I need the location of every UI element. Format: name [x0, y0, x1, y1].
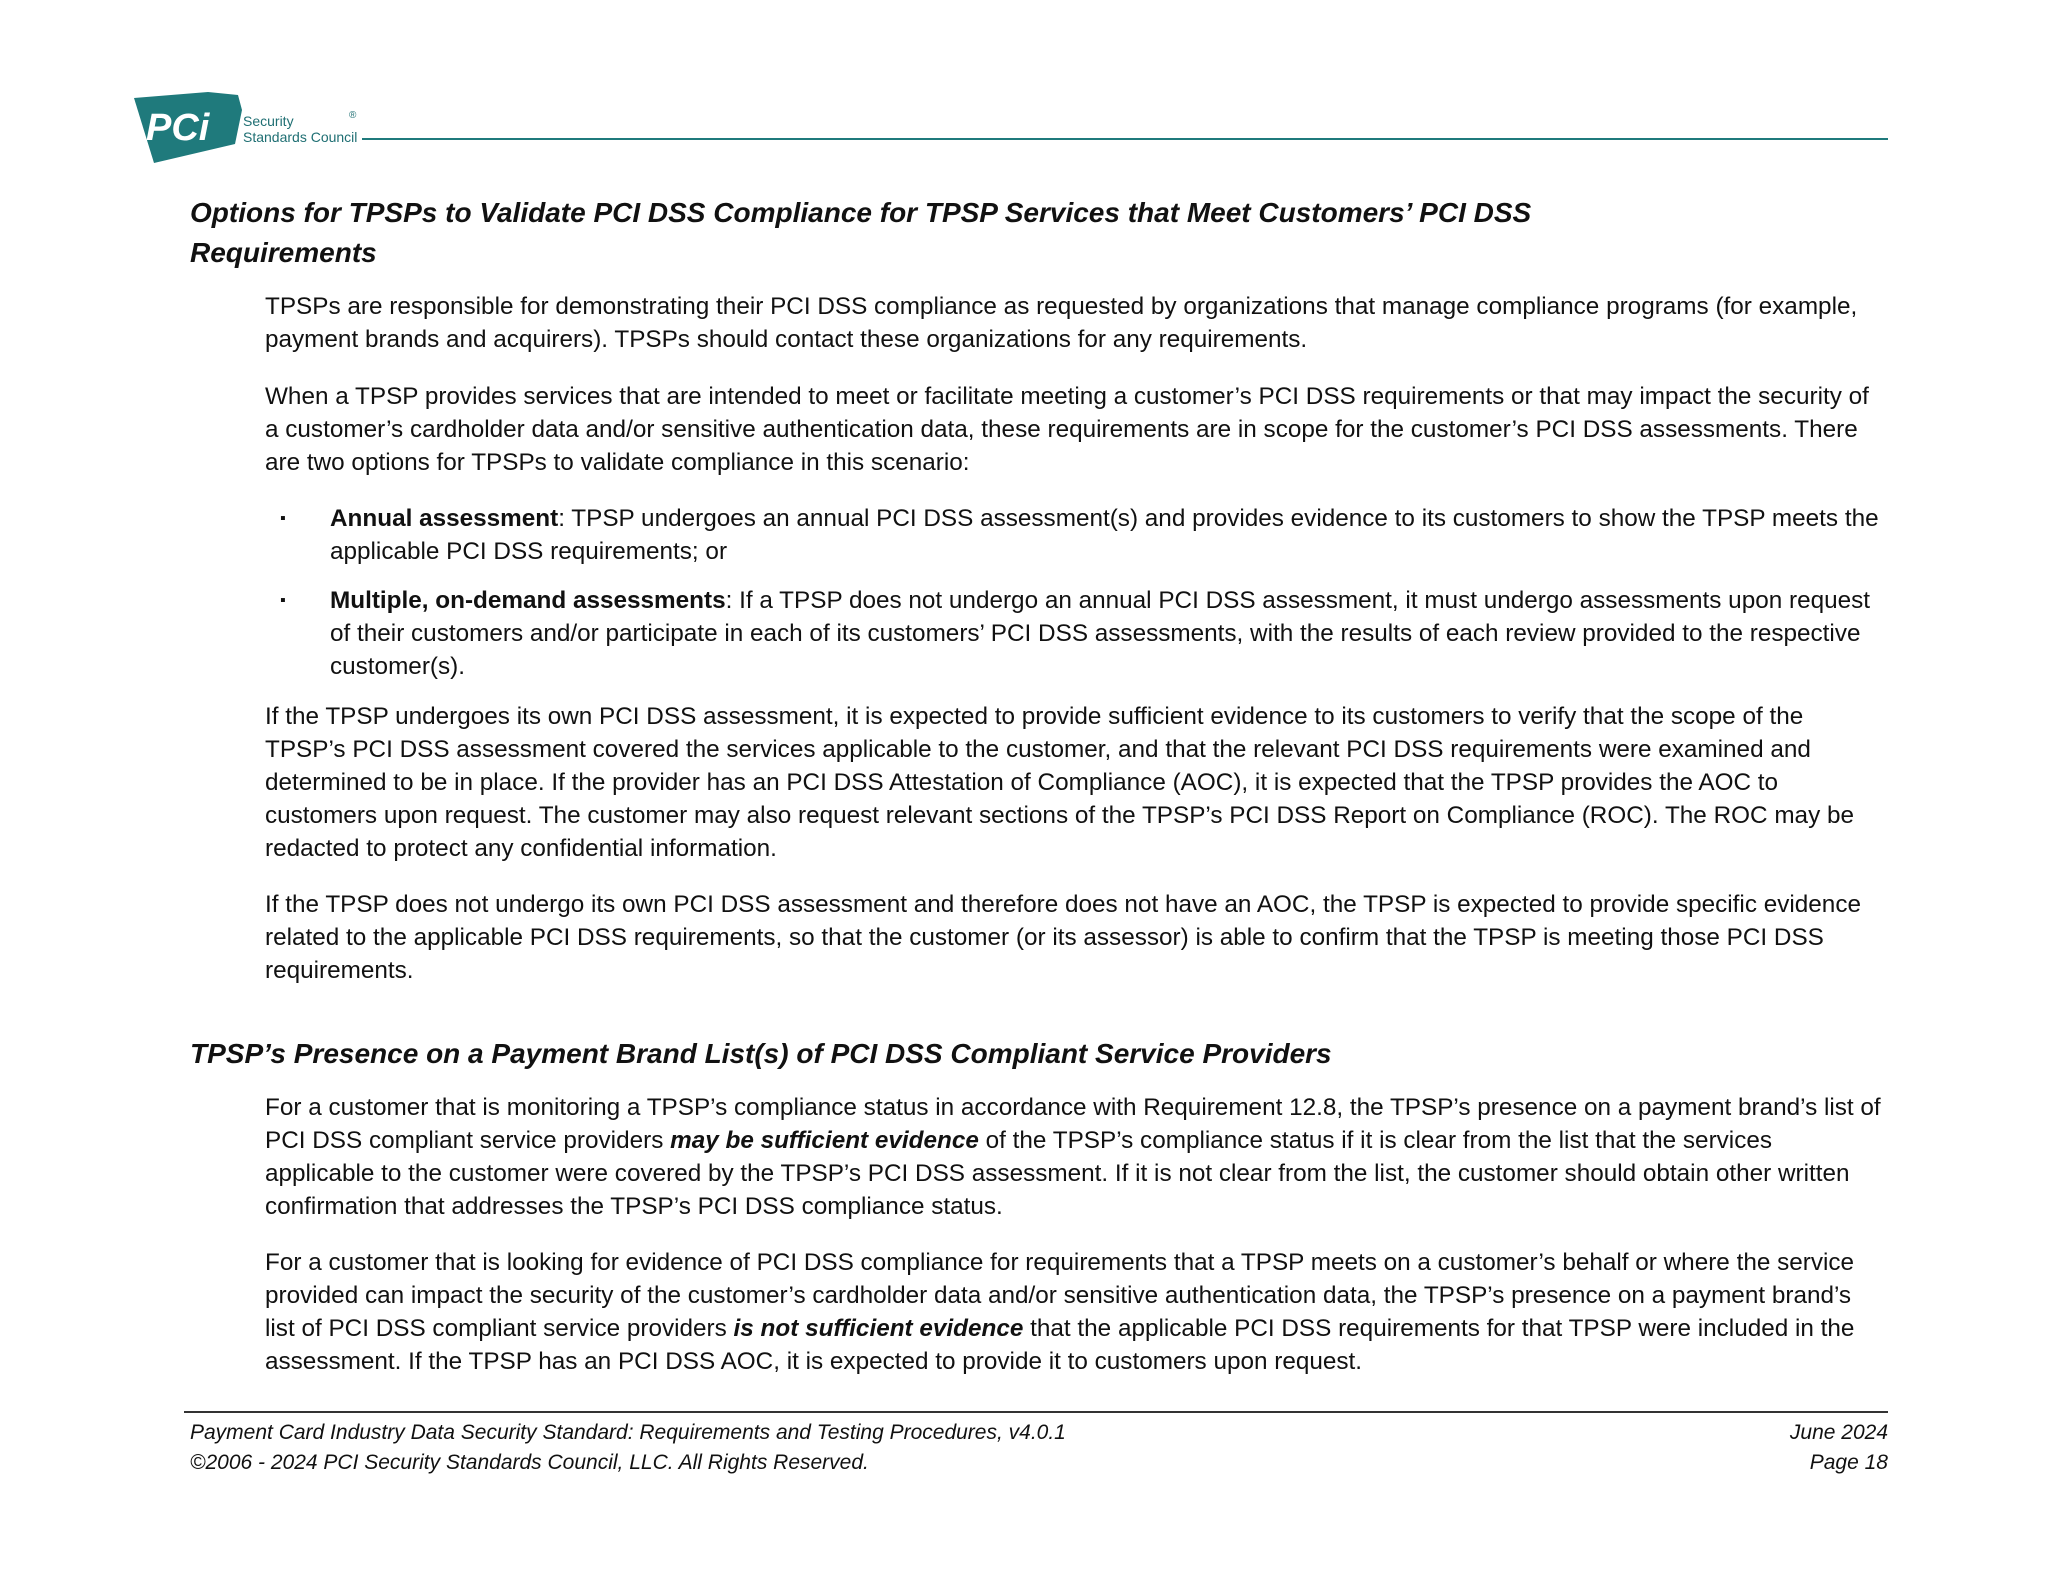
footer-divider	[184, 1411, 1888, 1413]
heading-line-2: Requirements	[190, 237, 377, 268]
header-divider	[362, 138, 1888, 140]
text-run: For a customer that is looking for evidence of PCI DSS compliance for requirements that a TPSP meets on a customer’s behalf or where the service provided can impact the security of the customer’s cardholder data and/or sensitive authentication data, the TPSP’s presence on a payment brand’s list of PCI DSS compliant service providers	[265, 1249, 1855, 1342]
emphasis-not-sufficient: is not sufficient evidence	[733, 1315, 1024, 1342]
emphasis-may-be-sufficient: may be sufficient evidence	[670, 1127, 979, 1154]
bullet-text: : TPSP undergoes an annual PCI DSS assessment(s) and provides evidence to its customers to show the TPSP meets the applicable PCI DSS requirements; or	[330, 505, 1879, 565]
bullet-annual-assessment	[330, 502, 1890, 568]
text-run: of the TPSP’s compliance status if it is clear from the list that the services applicable to the customer were covered by the TPSP’s PCI DSS assessment. If it is not clear from the list, the customer should obtain other written confirmation that addresses the TPSP’s PCI DSS compliance status.	[265, 1127, 1850, 1220]
paragraph-scope: When a TPSP provides services that are intended to meet or facilitate meeting a customer’s PCI DSS requirements or that may impact the security of a customer’s cardholder data and/or sensitive authentication data, these requirements are in scope for the customer’s PCI DSS assessments. There are two options for TPSPs to validate compliance in this scenario:	[265, 383, 1869, 476]
logo-registered: ®	[349, 110, 357, 121]
paragraph-own-assessment: If the TPSP undergoes its own PCI DSS assessment, it is expected to provide sufficient evidence to its customers to verify that the scope of the TPSP’s PCI DSS assessment covered the services applicable to the customer, and that the relevant PCI DSS requirements were examined and determined to be in place. If the provider has an PCI DSS Attestation of Compliance (AOC), it is expected that the TPSP provides the AOC to customers upon request. The customer may also request relevant sections of the TPSP’s PCI DSS Report on Compliance (ROC). The ROC may be redacted to protect any confidential information.	[265, 703, 1854, 862]
org-name-line2: Standards Council	[243, 129, 358, 145]
section-heading-options	[190, 193, 1531, 273]
org-name-line1: Security	[243, 113, 294, 129]
bullet-on-demand-assessments	[330, 584, 1890, 683]
footer-date: June 2024	[1789, 1421, 1888, 1444]
paragraph-no-aoc: If the TPSP does not undergo its own PCI DSS assessment and therefore does not have an AOC, the TPSP is expected to provide specific evidence related to the applicable PCI DSS requirements, so that the customer (or its assessor) is able to confirm that the TPSP is meeting those PCI DSS requirements.	[265, 891, 1861, 984]
footer-copyright: ©2006 - 2024 PCI Security Standards Council, LLC. All Rights Reserved.	[190, 1451, 869, 1474]
logo-text: PCi	[146, 107, 210, 149]
paragraph-monitoring	[265, 1091, 1885, 1223]
bullet-marker: ▪	[280, 510, 286, 527]
paragraph-responsibility: TPSPs are responsible for demonstrating their PCI DSS compliance as requested by organizations that manage compliance programs (for example, payment brands and acquirers). TPSPs should contact these organizations for any requirements.	[265, 293, 1858, 353]
bullet-text: : If a TPSP does not undergo an annual PCI DSS assessment, it must undergo assessments upon request of their customers and/or participate in each of its customers’ PCI DSS assessments, with the results of each review provided to the respective customer(s).	[330, 587, 1871, 680]
bullet-marker: ▪	[280, 592, 286, 609]
footer-doc-title: Payment Card Industry Data Security Standard: Requirements and Testing Procedures, v4.0.1	[190, 1421, 1066, 1444]
bullet-term: Annual assessment	[330, 505, 559, 532]
section-heading-brand-list: TPSP’s Presence on a Payment Brand List(s) of PCI DSS Compliant Service Providers	[190, 1038, 1332, 1069]
paragraph-evidence	[265, 1246, 1885, 1378]
text-run: For a customer that is monitoring a TPSP’s compliance status in accordance with Requirement 12.8, the TPSP’s presence on a payment brand’s list of PCI DSS compliant service providers	[265, 1094, 1881, 1154]
text-run: that the applicable PCI DSS requirements for that TPSP were included in the assessment. If the TPSP has an PCI DSS AOC, it is expected to provide it to customers upon request.	[265, 1315, 1855, 1375]
footer-page-number: Page 18	[1809, 1451, 1888, 1474]
bullet-term: Multiple, on-demand assessments	[330, 587, 726, 614]
heading-line-1: Options for TPSPs to Validate PCI DSS Compliance for TPSP Services that Meet Customers’ PCI DSS	[190, 197, 1532, 228]
